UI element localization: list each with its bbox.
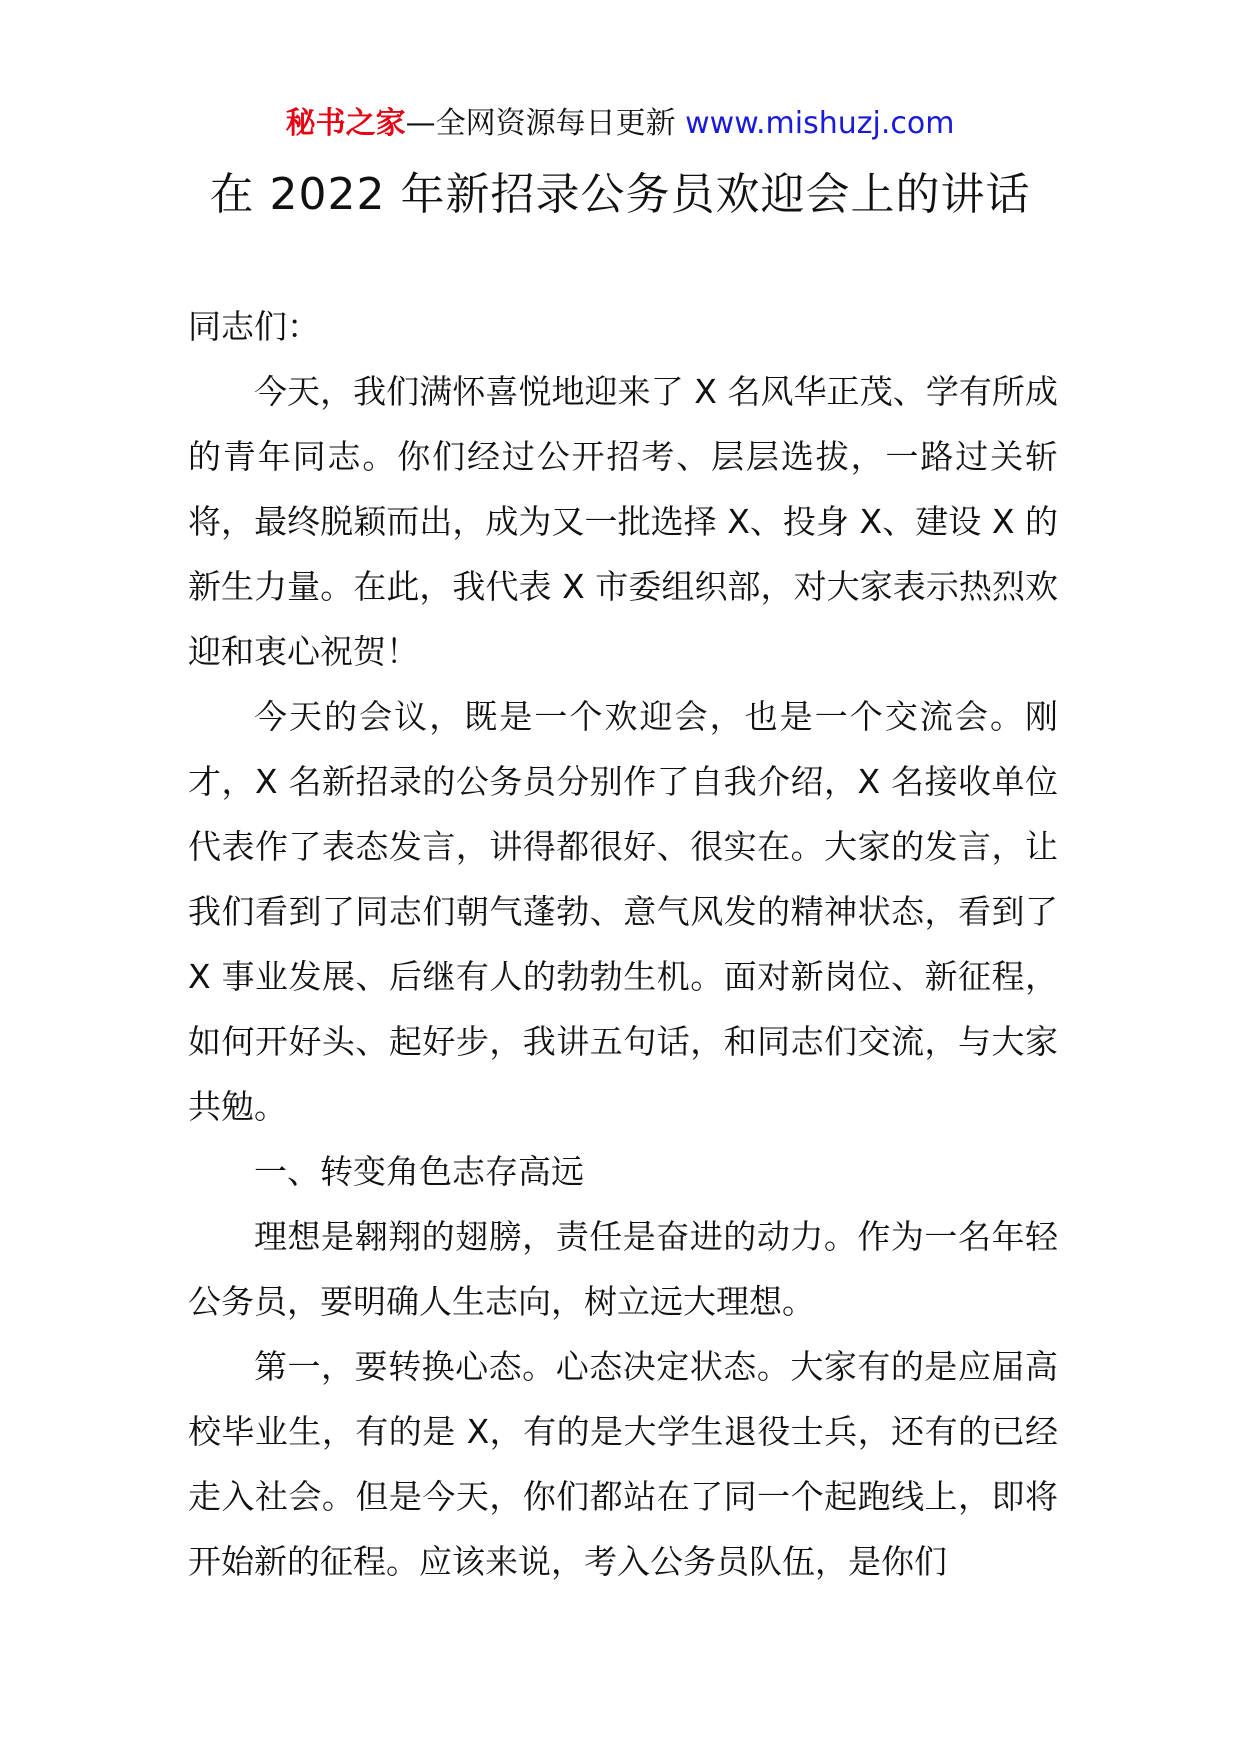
salutation: 同志们： (188, 307, 320, 346)
header-tagline: —全网资源每日更新 (405, 106, 686, 141)
document-title: 在 2022 年新招录公务员欢迎会上的讲话 (209, 169, 1031, 220)
site-header (0, 104, 1240, 144)
paragraph: 理想是翱翔的翅膀，责任是奋进的动力。作为一名年轻公务员，要明确人生志向，树立远大理想。 (188, 1217, 1058, 1321)
paragraph: 第一，要转换心态。心态决定状态。大家有的是应届高校毕业生，有的是 X，有的是大学生退役士兵，还有的已经走入社会。但是今天，你们都站在了同一个起跑线上，即将开始新的征程。应该来说，考入公务员队伍，是你们 (188, 1347, 1058, 1581)
site-url-link[interactable]: www.mishuzj.com (685, 106, 955, 141)
section-heading: 一、转变角色志存高远 (254, 1152, 584, 1191)
brand-name: 秘书之家 (285, 106, 406, 141)
paragraph: 今天，我们满怀喜悦地迎来了 X 名风华正茂、学有所成的青年同志。你们经过公开招考、层层选拔，一路过关斩将，最终脱颖而出，成为又一批选择 X、投身 X、建设 X 的新生力量。在此，我代表 X 市委组织部，对大家表示热烈欢迎和衷心祝贺！ (188, 372, 1058, 671)
document-body (188, 294, 1058, 1594)
paragraph: 今天的会议，既是一个欢迎会，也是一个交流会。刚才，X 名新招录的公务员分别作了自我介绍，X 名接收单位代表作了表态发言，讲得都很好、很实在。大家的发言，让我们看到了同志们朝气蓬勃、意气风发的精神状态，看到了 X 事业发展、后继有人的勃勃生机。面对新岗位、新征程，如何开好头、起好步，我讲五句话，和同志们交流，与大家共勉。 (188, 697, 1058, 1126)
